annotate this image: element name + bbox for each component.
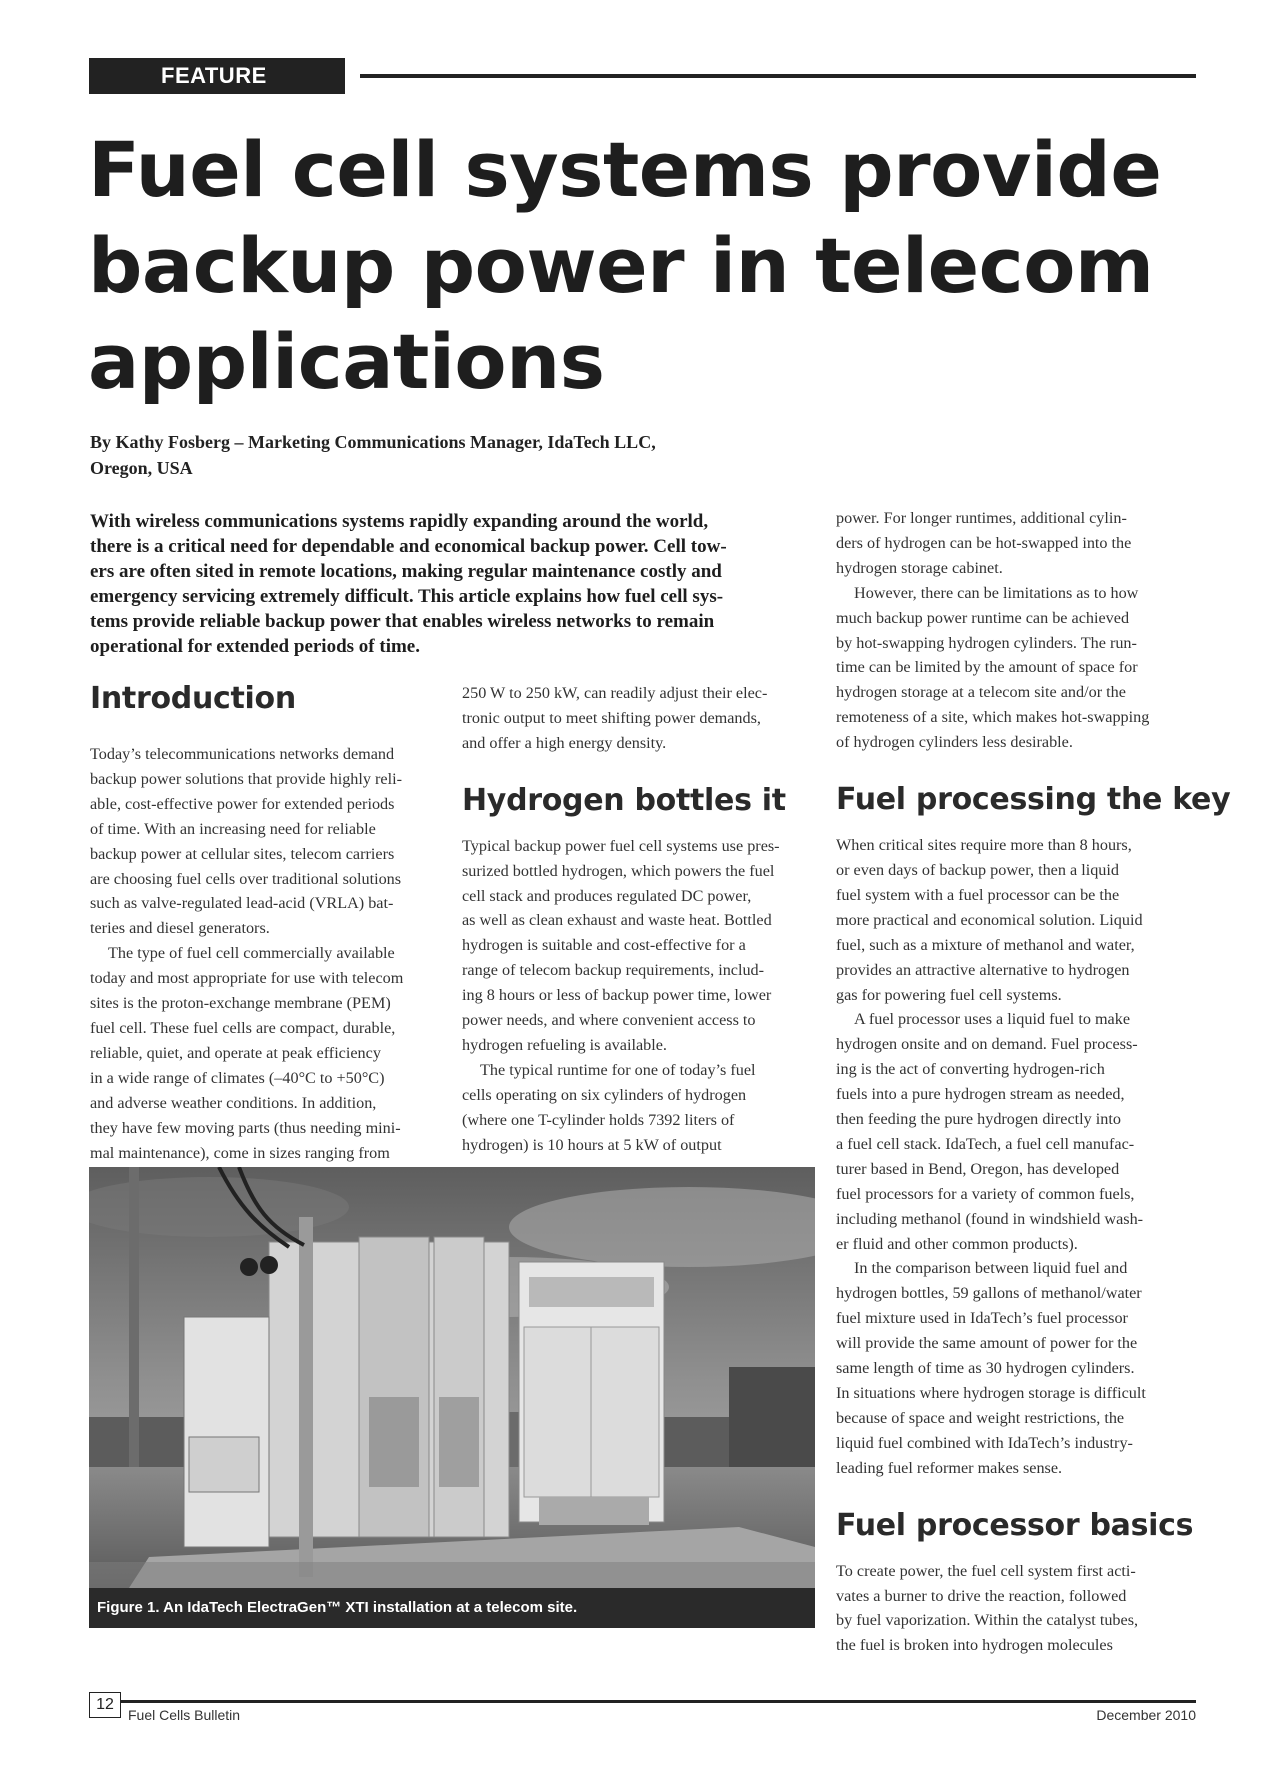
body-line: much backup power runtime can be achieved <box>836 608 1130 627</box>
body-line: In situations where hydrogen storage is difficult <box>836 1384 1146 1402</box>
body-line: When critical sites require more than 8 hours, <box>836 836 1132 855</box>
body-line: ing 8 hours or less of backup power time, lower <box>462 986 772 1005</box>
body-line: Typical backup power fuel cell systems use pres- <box>462 836 780 855</box>
body-line: time can be limited by the amount of space for <box>836 658 1138 677</box>
body-line: more practical and economical solution. Liquid <box>836 910 1143 929</box>
body-line: A fuel processor uses a liquid fuel to make <box>854 1010 1131 1029</box>
body-line: by fuel vaporization. Within the catalyst tubes, <box>836 1611 1139 1630</box>
body-line: power. For longer runtimes, additional cylin- <box>836 509 1127 527</box>
body-line: turer based in Bend, Oregon, has developed <box>836 1159 1120 1178</box>
section-tag-label: FEATURE <box>161 63 267 88</box>
column-1 <box>90 676 450 1165</box>
body-line: surized bottled hydrogen, which powers the fuel <box>462 861 775 880</box>
body-line: fuels into a pure hydrogen stream as needed, <box>836 1085 1125 1104</box>
body-line: ing is the act of converting hydrogen-rich <box>836 1060 1105 1079</box>
body-line: and adverse weather conditions. In addition, <box>90 1093 377 1112</box>
body-line: tronic output to meet shifting power demands, <box>462 708 761 727</box>
section-heading-fuel-processing: Fuel processing the key <box>836 782 1231 818</box>
body-line: The type of fuel cell commercially available <box>108 944 395 963</box>
issue-date: December 2010 <box>1096 1707 1196 1723</box>
body-line: (where one T-cylinder holds 7392 liters of <box>462 1110 735 1129</box>
byline-line: Oregon, USA <box>90 458 193 478</box>
body-line: such as valve-regulated lead-acid (VRLA) bat- <box>90 894 394 913</box>
body-line: Today’s telecommunications networks demand <box>90 745 395 763</box>
body-line: hydrogen storage cabinet. <box>836 558 1003 577</box>
body-line: vates a burner to drive the reaction, followed <box>836 1586 1127 1605</box>
body-line: To create power, the fuel cell system first acti- <box>836 1561 1136 1580</box>
figure-caption <box>89 1588 815 1628</box>
body-line: provides an attractive alternative to hydrogen <box>836 960 1130 979</box>
lead-line: there is a critical need for dependable and economical backup power. Cell tow- <box>90 536 727 557</box>
headline-line: backup power in telecom <box>88 221 1154 310</box>
body-line: fuel mixture used in IdaTech’s fuel processor <box>836 1309 1128 1328</box>
body-line: fuel cell. These fuel cells are compact, durable, <box>90 1018 396 1037</box>
body-line: able, cost-effective power for extended periods <box>90 794 395 813</box>
body-line: power needs, and where convenient access to <box>462 1011 756 1030</box>
body-line: ders of hydrogen can be hot-swapped into the <box>836 533 1132 552</box>
body-line: teries and diesel generators. <box>90 919 270 938</box>
lead-line: ers are often sited in remote locations, making regular maintenance costly and <box>90 561 722 582</box>
body-line: leading fuel reformer makes sense. <box>836 1458 1063 1477</box>
byline-line: By Kathy Fosberg – Marketing Communications Manager, IdaTech LLC, <box>90 432 656 452</box>
body-line: are choosing fuel cells over traditional solutions <box>90 869 402 888</box>
headline-line: Fuel cell systems provide <box>88 125 1162 214</box>
body-line: fuel, such as a mixture of methanol and water, <box>836 935 1135 954</box>
body-line: hydrogen bottles, 59 gallons of methanol/water <box>836 1284 1142 1303</box>
section-heading-fuel-processor-basics: Fuel processor basics <box>836 1507 1194 1543</box>
body-line: or even days of backup power, then a liquid <box>836 860 1119 879</box>
body-line: mal maintenance), come in sizes ranging from <box>90 1143 390 1162</box>
body-line: including methanol (found in windshield wash- <box>836 1209 1144 1228</box>
section-heading-hydrogen-bottles: Hydrogen bottles it <box>462 782 786 818</box>
body-line: hydrogen) is 10 hours at 5 kW of output <box>462 1135 722 1154</box>
body-line: gas for powering fuel cell systems. <box>836 985 1062 1004</box>
headline-line: applications <box>88 317 605 406</box>
body-line: will provide the same amount of power for the <box>836 1334 1138 1353</box>
body-line: However, there can be limitations as to how <box>854 583 1139 602</box>
body-line: hydrogen is suitable and cost-effective for a <box>462 936 746 955</box>
body-line: as well as clean exhaust and waste heat. Bottled <box>462 911 772 930</box>
body-line: same length of time as 30 hydrogen cylinders. <box>836 1359 1135 1378</box>
column-2 <box>462 681 812 1158</box>
body-line: cells operating on six cylinders of hydrogen <box>462 1085 747 1104</box>
body-line: backup power at cellular sites, telecom carriers <box>90 844 395 863</box>
body-line: fuel processors for a variety of common fuels, <box>836 1184 1135 1203</box>
lead-line: operational for extended periods of time. <box>90 636 420 657</box>
body-line: then feeding the pure hydrogen directly into <box>836 1110 1121 1129</box>
article-headline <box>88 122 1188 410</box>
body-line: the fuel is broken into hydrogen molecules <box>836 1636 1113 1655</box>
body-line: cell stack and produces regulated DC power, <box>462 886 752 905</box>
lead-line: With wireless communications systems rapidly expanding around the world, <box>90 511 709 532</box>
byline <box>90 429 810 481</box>
figure-caption-text: Figure 1. An IdaTech ElectraGen™ XTI installation at a telecom site. <box>97 1599 578 1616</box>
header-rule <box>360 74 1196 78</box>
body-line: today and most appropriate for use with telecom <box>90 969 404 988</box>
section-tag <box>89 58 345 94</box>
body-line: hydrogen refueling is available. <box>462 1035 667 1054</box>
body-line: hydrogen storage at a telecom site and/or the <box>836 683 1126 702</box>
figure-photo <box>89 1167 815 1588</box>
body-line: fuel system with a fuel processor can be the <box>836 885 1120 904</box>
footer-rule <box>120 1700 1196 1703</box>
body-line: of time. With an increasing need for reliable <box>90 819 376 838</box>
lead-line: emergency servicing extremely difficult. This article explains how fuel cell sys- <box>90 586 724 607</box>
body-line: 250 W to 250 kW, can readily adjust their elec- <box>462 684 768 702</box>
body-line: In the comparison between liquid fuel and <box>854 1259 1128 1278</box>
publication-name: Fuel Cells Bulletin <box>128 1707 241 1723</box>
body-line: of hydrogen cylinders less desirable. <box>836 733 1073 752</box>
body-line: reliable, quiet, and operate at peak efficiency <box>90 1043 381 1062</box>
column-3 <box>836 506 1231 1658</box>
body-line: hydrogen onsite and on demand. Fuel process- <box>836 1035 1138 1054</box>
body-line: because of space and weight restrictions, the <box>836 1408 1125 1427</box>
page-number: 12 <box>89 1692 121 1718</box>
lead-line: tems provide reliable backup power that enables wireless networks to remain <box>90 611 715 632</box>
body-line: in a wide range of climates (–40°C to +50°C) <box>90 1068 385 1087</box>
body-line: a fuel cell stack. IdaTech, a fuel cell manufac- <box>836 1134 1135 1153</box>
body-line: by hot-swapping hydrogen cylinders. The run- <box>836 633 1137 652</box>
body-line: liquid fuel combined with IdaTech’s industry- <box>836 1433 1133 1452</box>
body-line: range of telecom backup requirements, includ- <box>462 961 765 980</box>
section-heading-introduction: Introduction <box>90 681 296 716</box>
body-line: er fluid and other common products). <box>836 1234 1078 1253</box>
body-line: and offer a high energy density. <box>462 733 667 752</box>
body-line: sites is the proton-exchange membrane (PEM) <box>90 994 391 1013</box>
body-line: remoteness of a site, which makes hot-swapping <box>836 708 1150 727</box>
lead-paragraph <box>90 509 810 659</box>
body-line: backup power solutions that provide highly reli- <box>90 769 402 788</box>
body-line: they have few moving parts (thus needing mini- <box>90 1118 401 1137</box>
body-line: The typical runtime for one of today’s fuel <box>480 1060 756 1079</box>
